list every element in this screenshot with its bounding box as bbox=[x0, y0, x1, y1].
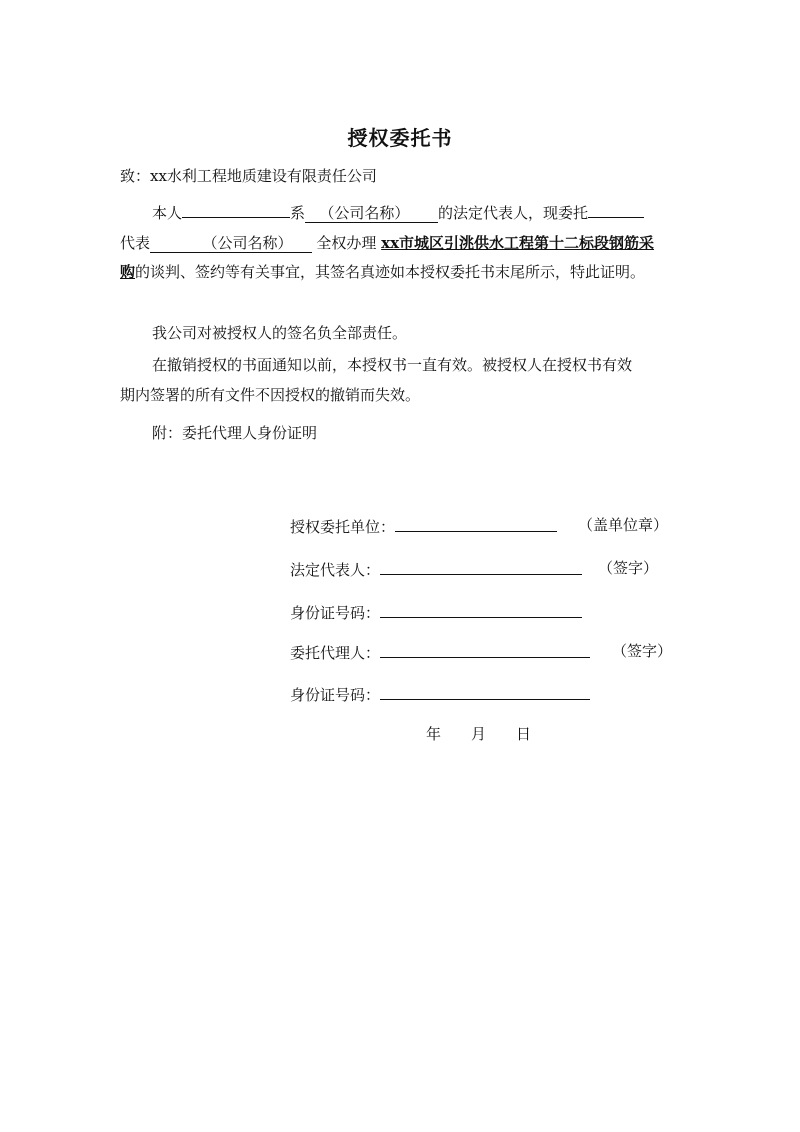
signature-unit-row bbox=[290, 515, 557, 537]
signature-agent-row bbox=[290, 641, 590, 663]
blank-name-underline bbox=[182, 201, 290, 218]
company-name-placeholder-2: （公司名称） bbox=[150, 234, 312, 253]
date-line: 年 月 日 bbox=[426, 725, 532, 743]
text-segment: 全权办理 bbox=[316, 234, 377, 252]
agent-underline bbox=[380, 641, 590, 658]
text-segment: 的法定代表人，现委托 bbox=[437, 204, 588, 222]
agent-label: 委托代理人： bbox=[290, 644, 381, 662]
para1-line2 bbox=[120, 233, 654, 253]
text-segment: 的谈判、签约等有关事宜，其签名真迹如本授权委托书末尾所示，特此证明。 bbox=[135, 263, 646, 281]
id1-underline bbox=[380, 601, 582, 618]
legal-rep-label: 法定代表人： bbox=[290, 561, 381, 579]
text-segment: 本人 bbox=[152, 204, 183, 222]
signature-id1-row bbox=[290, 601, 582, 623]
attachment-note: 附：委托代理人身份证明 bbox=[152, 424, 318, 442]
id2-underline bbox=[380, 683, 590, 700]
para2: 我公司对被授权人的签名负全部责任。 bbox=[152, 324, 408, 342]
unit-label: 授权委托单位： bbox=[290, 518, 396, 536]
para3-line1: 在撤销授权的书面通知以前，本授权书一直有效。被授权人在授权书有效 bbox=[152, 356, 633, 374]
unit-underline bbox=[395, 515, 557, 532]
agent-sign-note: （签字） bbox=[612, 642, 673, 660]
signature-id2-row bbox=[290, 683, 590, 705]
para3-line2: 期内签署的所有文件不因授权的撤销而失效。 bbox=[120, 386, 421, 404]
legal-rep-underline bbox=[380, 558, 582, 575]
project-name: xx市城区引洮供水工程第十二标段钢筋采 bbox=[381, 234, 655, 252]
text-segment: 代表 bbox=[120, 234, 151, 252]
blank-agent-underline bbox=[588, 201, 644, 218]
text-segment: 系 bbox=[290, 204, 306, 222]
id1-label: 身份证号码： bbox=[290, 604, 381, 622]
id2-label: 身份证号码： bbox=[290, 686, 381, 704]
para1-line3 bbox=[120, 262, 645, 282]
para1-line1 bbox=[152, 201, 644, 223]
company-name-placeholder: （公司名称） bbox=[305, 204, 438, 223]
addressee-line: 致：xx水利工程地质建设有限责任公司 bbox=[120, 167, 377, 185]
legal-rep-sign-note: （签字） bbox=[598, 559, 659, 577]
document-title: 授权委托书 bbox=[347, 126, 453, 150]
project-name-continued: 购 bbox=[120, 263, 136, 281]
signature-legal-rep-row bbox=[290, 558, 582, 580]
unit-seal-note: （盖单位章） bbox=[578, 516, 669, 534]
